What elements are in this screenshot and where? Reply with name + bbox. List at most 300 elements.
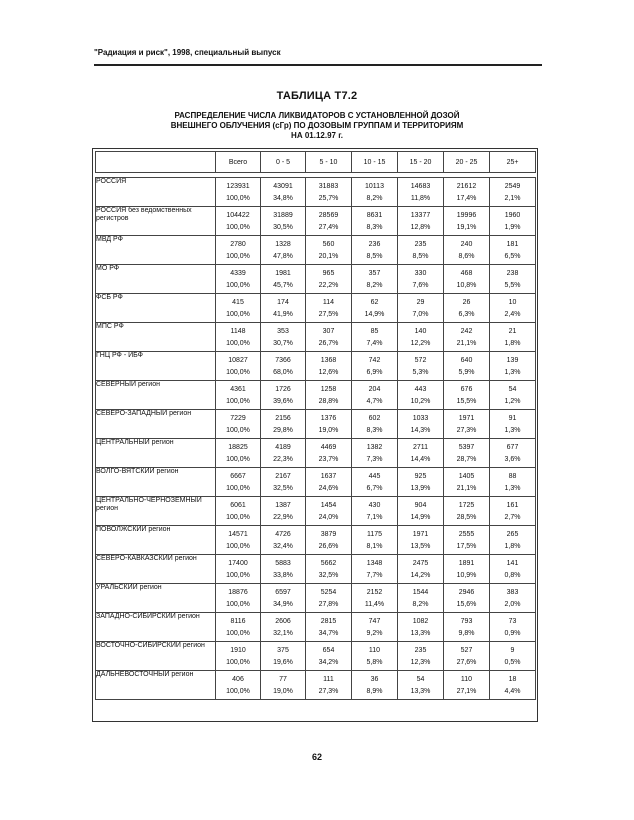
percent-cell: 7,7% [352, 569, 398, 584]
percent-cell: 13,3% [398, 627, 444, 642]
table-row-counts [96, 439, 536, 454]
percent-cell: 29,8% [261, 424, 306, 439]
column-header: 0 - 5 [261, 152, 306, 173]
count-cell: 1910 [216, 642, 261, 657]
percent-cell: 21,1% [444, 337, 490, 352]
percent-cell: 8,5% [352, 250, 398, 265]
percent-cell: 68,0% [261, 366, 306, 381]
table-row-counts [96, 352, 536, 367]
count-cell: 1328 [261, 236, 306, 251]
count-cell: 1348 [352, 555, 398, 570]
count-cell: 1637 [306, 468, 352, 483]
territory-label: ЦЕНТРАЛЬНЫЙ регион [96, 439, 216, 468]
count-cell: 54 [398, 671, 444, 686]
percent-cell: 22,9% [261, 511, 306, 526]
percent-cell: 7,6% [398, 279, 444, 294]
percent-cell: 1,3% [490, 424, 536, 439]
count-cell: 139 [490, 352, 536, 367]
percent-cell: 8,2% [398, 598, 444, 613]
percent-cell: 27,4% [306, 221, 352, 236]
percent-cell: 1,8% [490, 540, 536, 555]
percent-cell: 100,0% [216, 308, 261, 323]
count-cell: 242 [444, 323, 490, 338]
percent-cell: 24,6% [306, 482, 352, 497]
table-title: ТАБЛИЦА Т7.2 [276, 90, 358, 102]
percent-cell: 41,9% [261, 308, 306, 323]
header-row [96, 152, 536, 173]
count-cell: 2555 [444, 526, 490, 541]
count-cell: 2780 [216, 236, 261, 251]
table-row-counts [96, 323, 536, 338]
percent-cell: 14,2% [398, 569, 444, 584]
percent-cell: 6,9% [352, 366, 398, 381]
percent-cell: 12,8% [398, 221, 444, 236]
count-cell: 1175 [352, 526, 398, 541]
percent-cell: 19,0% [261, 685, 306, 700]
count-cell: 7366 [261, 352, 306, 367]
count-cell: 602 [352, 410, 398, 425]
percent-cell: 8,5% [398, 250, 444, 265]
percent-cell: 19,1% [444, 221, 490, 236]
count-cell: 235 [398, 642, 444, 657]
percent-cell: 0,8% [490, 569, 536, 584]
data-table [95, 151, 536, 700]
count-cell: 406 [216, 671, 261, 686]
count-cell: 43091 [261, 178, 306, 193]
count-cell: 6667 [216, 468, 261, 483]
count-cell: 1960 [490, 207, 536, 222]
count-cell: 307 [306, 323, 352, 338]
percent-cell: 24,0% [306, 511, 352, 526]
count-cell: 1405 [444, 468, 490, 483]
territory-label: СЕВЕРО-КАВКАЗСКИЙ регион [96, 555, 216, 584]
percent-cell: 100,0% [216, 221, 261, 236]
count-cell: 904 [398, 497, 444, 512]
count-cell: 36 [352, 671, 398, 686]
percent-cell: 1,8% [490, 337, 536, 352]
column-header: 25+ [490, 152, 536, 173]
percent-cell: 12,3% [398, 656, 444, 671]
percent-cell: 13,5% [398, 540, 444, 555]
percent-cell: 1,2% [490, 395, 536, 410]
count-cell: 174 [261, 294, 306, 309]
percent-cell: 1,9% [490, 221, 536, 236]
table-row-counts [96, 671, 536, 686]
territory-label: ПОВОЛЖСКИЙ регион [96, 526, 216, 555]
count-cell: 1725 [444, 497, 490, 512]
percent-cell: 11,8% [398, 192, 444, 207]
percent-cell: 34,2% [306, 656, 352, 671]
percent-cell: 100,0% [216, 482, 261, 497]
table-row-counts [96, 294, 536, 309]
percent-cell: 39,6% [261, 395, 306, 410]
count-cell: 560 [306, 236, 352, 251]
percent-cell: 7,4% [352, 337, 398, 352]
count-cell: 10 [490, 294, 536, 309]
percent-cell: 5,8% [352, 656, 398, 671]
territory-label: ДАЛЬНЕВОСТОЧНЫЙ регион [96, 671, 216, 700]
percent-cell: 15,6% [444, 598, 490, 613]
count-cell: 357 [352, 265, 398, 280]
count-cell: 235 [398, 236, 444, 251]
territory-label: ГНЦ РФ - ИБФ [96, 352, 216, 381]
column-header: 5 - 10 [306, 152, 352, 173]
territory-label: МО РФ [96, 265, 216, 294]
territory-label: СЕВЕРНЫЙ регион [96, 381, 216, 410]
count-cell: 4361 [216, 381, 261, 396]
table-row-counts [96, 642, 536, 657]
percent-cell: 34,9% [261, 598, 306, 613]
percent-cell: 5,5% [490, 279, 536, 294]
territory-label: МПС РФ [96, 323, 216, 352]
territory-label: ФСБ РФ [96, 294, 216, 323]
count-cell: 1033 [398, 410, 444, 425]
table-row-counts [96, 468, 536, 483]
percent-cell: 30,5% [261, 221, 306, 236]
count-cell: 5254 [306, 584, 352, 599]
count-cell: 13377 [398, 207, 444, 222]
table-row-counts [96, 584, 536, 599]
percent-cell: 100,0% [216, 540, 261, 555]
count-cell: 4469 [306, 439, 352, 454]
percent-cell: 100,0% [216, 569, 261, 584]
count-cell: 2156 [261, 410, 306, 425]
table-row-counts [96, 178, 536, 193]
count-cell: 204 [352, 381, 398, 396]
header-corner [96, 152, 216, 173]
page-number: 62 [311, 752, 322, 762]
territory-label: ВОСТОЧНО-СИБИРСКИЙ регион [96, 642, 216, 671]
count-cell: 9 [490, 642, 536, 657]
count-cell: 654 [306, 642, 352, 657]
percent-cell: 27,8% [306, 598, 352, 613]
percent-cell: 7,3% [352, 453, 398, 468]
percent-cell: 26,7% [306, 337, 352, 352]
count-cell: 676 [444, 381, 490, 396]
percent-cell: 32,5% [306, 569, 352, 584]
percent-cell: 100,0% [216, 424, 261, 439]
percent-cell: 21,1% [444, 482, 490, 497]
percent-cell: 27,6% [444, 656, 490, 671]
subtitle-line: НА 01.12.97 г. [291, 131, 343, 140]
percent-cell: 11,4% [352, 598, 398, 613]
count-cell: 85 [352, 323, 398, 338]
count-cell: 141 [490, 555, 536, 570]
count-cell: 5662 [306, 555, 352, 570]
count-cell: 140 [398, 323, 444, 338]
count-cell: 3879 [306, 526, 352, 541]
percent-cell: 20,1% [306, 250, 352, 265]
percent-cell: 15,5% [444, 395, 490, 410]
count-cell: 1971 [444, 410, 490, 425]
percent-cell: 13,9% [398, 482, 444, 497]
count-cell: 29 [398, 294, 444, 309]
percent-cell: 32,5% [261, 482, 306, 497]
territory-label: ВОЛГО-ВЯТСКИЙ регион [96, 468, 216, 497]
count-cell: 5883 [261, 555, 306, 570]
percent-cell: 2,1% [490, 192, 536, 207]
count-cell: 110 [352, 642, 398, 657]
count-cell: 415 [216, 294, 261, 309]
territory-label: СЕВЕРО-ЗАПАДНЫЙ регион [96, 410, 216, 439]
percent-cell: 17,4% [444, 192, 490, 207]
percent-cell: 100,0% [216, 685, 261, 700]
percent-cell: 7,1% [352, 511, 398, 526]
count-cell: 1544 [398, 584, 444, 599]
percent-cell: 3,6% [490, 453, 536, 468]
count-cell: 17400 [216, 555, 261, 570]
percent-cell: 100,0% [216, 279, 261, 294]
percent-cell: 19,0% [306, 424, 352, 439]
count-cell: 18825 [216, 439, 261, 454]
percent-cell: 8,3% [352, 424, 398, 439]
count-cell: 6597 [261, 584, 306, 599]
count-cell: 2946 [444, 584, 490, 599]
percent-cell: 100,0% [216, 366, 261, 381]
count-cell: 1376 [306, 410, 352, 425]
count-cell: 2815 [306, 613, 352, 628]
percent-cell: 19,6% [261, 656, 306, 671]
count-cell: 104422 [216, 207, 261, 222]
count-cell: 31883 [306, 178, 352, 193]
percent-cell: 8,6% [444, 250, 490, 265]
count-cell: 18 [490, 671, 536, 686]
percent-cell: 27,3% [306, 685, 352, 700]
percent-cell: 45,7% [261, 279, 306, 294]
header-rule [94, 64, 542, 66]
count-cell: 8116 [216, 613, 261, 628]
percent-cell: 23,7% [306, 453, 352, 468]
column-header: 20 - 25 [444, 152, 490, 173]
percent-cell: 10,2% [398, 395, 444, 410]
count-cell: 10113 [352, 178, 398, 193]
column-header: 10 - 15 [352, 152, 398, 173]
percent-cell: 14,9% [398, 511, 444, 526]
count-cell: 88 [490, 468, 536, 483]
percent-cell: 27,5% [306, 308, 352, 323]
percent-cell: 1,3% [490, 482, 536, 497]
count-cell: 8631 [352, 207, 398, 222]
count-cell: 7229 [216, 410, 261, 425]
count-cell: 31889 [261, 207, 306, 222]
count-cell: 330 [398, 265, 444, 280]
subtitle-line: ВНЕШНЕГО ОБЛУЧЕНИЯ (сГр) ПО ДОЗОВЫМ ГРУППАМ И ТЕРРИТОРИЯМ [170, 121, 464, 130]
count-cell: 73 [490, 613, 536, 628]
percent-cell: 34,7% [306, 627, 352, 642]
percent-cell: 100,0% [216, 656, 261, 671]
count-cell: 2606 [261, 613, 306, 628]
percent-cell: 1,3% [490, 366, 536, 381]
count-cell: 238 [490, 265, 536, 280]
count-cell: 925 [398, 468, 444, 483]
count-cell: 1387 [261, 497, 306, 512]
count-cell: 1726 [261, 381, 306, 396]
percent-cell: 0,9% [490, 627, 536, 642]
count-cell: 62 [352, 294, 398, 309]
percent-cell: 8,9% [352, 685, 398, 700]
percent-cell: 14,4% [398, 453, 444, 468]
count-cell: 4189 [261, 439, 306, 454]
count-cell: 4339 [216, 265, 261, 280]
count-cell: 10827 [216, 352, 261, 367]
count-cell: 265 [490, 526, 536, 541]
count-cell: 14683 [398, 178, 444, 193]
percent-cell: 28,8% [306, 395, 352, 410]
count-cell: 1382 [352, 439, 398, 454]
percent-cell: 12,2% [398, 337, 444, 352]
percent-cell: 47,8% [261, 250, 306, 265]
percent-cell: 13,3% [398, 685, 444, 700]
count-cell: 572 [398, 352, 444, 367]
percent-cell: 100,0% [216, 453, 261, 468]
count-cell: 123931 [216, 178, 261, 193]
count-cell: 19996 [444, 207, 490, 222]
count-cell: 677 [490, 439, 536, 454]
percent-cell: 14,3% [398, 424, 444, 439]
table-row-counts [96, 381, 536, 396]
percent-cell: 2,4% [490, 308, 536, 323]
territory-label: УРАЛЬСКИЙ регион [96, 584, 216, 613]
count-cell: 375 [261, 642, 306, 657]
percent-cell: 14,9% [352, 308, 398, 323]
count-cell: 793 [444, 613, 490, 628]
territory-label: МВД РФ [96, 236, 216, 265]
count-cell: 1082 [398, 613, 444, 628]
count-cell: 468 [444, 265, 490, 280]
count-cell: 26 [444, 294, 490, 309]
percent-cell: 8,3% [352, 221, 398, 236]
count-cell: 1981 [261, 265, 306, 280]
count-cell: 21 [490, 323, 536, 338]
table-row-counts [96, 497, 536, 512]
percent-cell: 7,0% [398, 308, 444, 323]
count-cell: 445 [352, 468, 398, 483]
count-cell: 14571 [216, 526, 261, 541]
percent-cell: 8,2% [352, 192, 398, 207]
table-subtitle [140, 111, 494, 141]
percent-cell: 100,0% [216, 192, 261, 207]
percent-cell: 2,7% [490, 511, 536, 526]
percent-cell: 32,4% [261, 540, 306, 555]
percent-cell: 100,0% [216, 337, 261, 352]
count-cell: 2475 [398, 555, 444, 570]
percent-cell: 100,0% [216, 395, 261, 410]
count-cell: 18876 [216, 584, 261, 599]
percent-cell: 26,6% [306, 540, 352, 555]
count-cell: 1258 [306, 381, 352, 396]
territory-label: ЦЕНТРАЛЬНО-ЧЕРНОЗЕМНЫЙ регион [96, 497, 216, 526]
percent-cell: 8,1% [352, 540, 398, 555]
percent-cell: 17,5% [444, 540, 490, 555]
count-cell: 2549 [490, 178, 536, 193]
count-cell: 1891 [444, 555, 490, 570]
percent-cell: 9,8% [444, 627, 490, 642]
count-cell: 1454 [306, 497, 352, 512]
subtitle-line: РАСПРЕДЕЛЕНИЕ ЧИСЛА ЛИКВИДАТОРОВ С УСТАНОВЛЕННОЙ ДОЗОЙ [174, 111, 460, 120]
count-cell: 2167 [261, 468, 306, 483]
percent-cell: 12,6% [306, 366, 352, 381]
percent-cell: 32,1% [261, 627, 306, 642]
percent-cell: 5,3% [398, 366, 444, 381]
territory-label: ЗАПАДНО-СИБИРСКИЙ регион [96, 613, 216, 642]
count-cell: 6061 [216, 497, 261, 512]
percent-cell: 27,3% [444, 424, 490, 439]
count-cell: 54 [490, 381, 536, 396]
count-cell: 430 [352, 497, 398, 512]
territory-label: РОССИЯ [96, 178, 216, 207]
percent-cell: 100,0% [216, 598, 261, 613]
count-cell: 181 [490, 236, 536, 251]
table-row-counts [96, 613, 536, 628]
territory-label: РОССИЯ без ведомственных регистров [96, 207, 216, 236]
percent-cell: 27,1% [444, 685, 490, 700]
count-cell: 236 [352, 236, 398, 251]
count-cell: 2152 [352, 584, 398, 599]
count-cell: 21612 [444, 178, 490, 193]
percent-cell: 8,2% [352, 279, 398, 294]
percent-cell: 28,7% [444, 453, 490, 468]
count-cell: 965 [306, 265, 352, 280]
count-cell: 383 [490, 584, 536, 599]
count-cell: 747 [352, 613, 398, 628]
count-cell: 353 [261, 323, 306, 338]
percent-cell: 28,5% [444, 511, 490, 526]
table-row-counts [96, 555, 536, 570]
percent-cell: 0,5% [490, 656, 536, 671]
count-cell: 1368 [306, 352, 352, 367]
count-cell: 161 [490, 497, 536, 512]
count-cell: 110 [444, 671, 490, 686]
percent-cell: 2,0% [490, 598, 536, 613]
percent-cell: 6,3% [444, 308, 490, 323]
percent-cell: 100,0% [216, 627, 261, 642]
percent-cell: 5,9% [444, 366, 490, 381]
running-header: "Радиация и риск", 1998, специальный выпуск [94, 48, 281, 57]
count-cell: 114 [306, 294, 352, 309]
count-cell: 1148 [216, 323, 261, 338]
percent-cell: 10,8% [444, 279, 490, 294]
table-body [96, 173, 536, 700]
count-cell: 742 [352, 352, 398, 367]
count-cell: 91 [490, 410, 536, 425]
percent-cell: 30,7% [261, 337, 306, 352]
count-cell: 77 [261, 671, 306, 686]
count-cell: 240 [444, 236, 490, 251]
percent-cell: 25,7% [306, 192, 352, 207]
percent-cell: 22,3% [261, 453, 306, 468]
percent-cell: 4,4% [490, 685, 536, 700]
percent-cell: 10,9% [444, 569, 490, 584]
table-row-counts [96, 236, 536, 251]
count-cell: 111 [306, 671, 352, 686]
percent-cell: 4,7% [352, 395, 398, 410]
count-cell: 2711 [398, 439, 444, 454]
percent-cell: 6,7% [352, 482, 398, 497]
percent-cell: 22,2% [306, 279, 352, 294]
count-cell: 5397 [444, 439, 490, 454]
percent-cell: 34,8% [261, 192, 306, 207]
table-row-counts [96, 410, 536, 425]
count-cell: 4726 [261, 526, 306, 541]
count-cell: 1971 [398, 526, 444, 541]
count-cell: 443 [398, 381, 444, 396]
percent-cell: 33,8% [261, 569, 306, 584]
percent-cell: 100,0% [216, 511, 261, 526]
percent-cell: 6,5% [490, 250, 536, 265]
column-header: 15 - 20 [398, 152, 444, 173]
percent-cell: 100,0% [216, 250, 261, 265]
table-row-counts [96, 265, 536, 280]
